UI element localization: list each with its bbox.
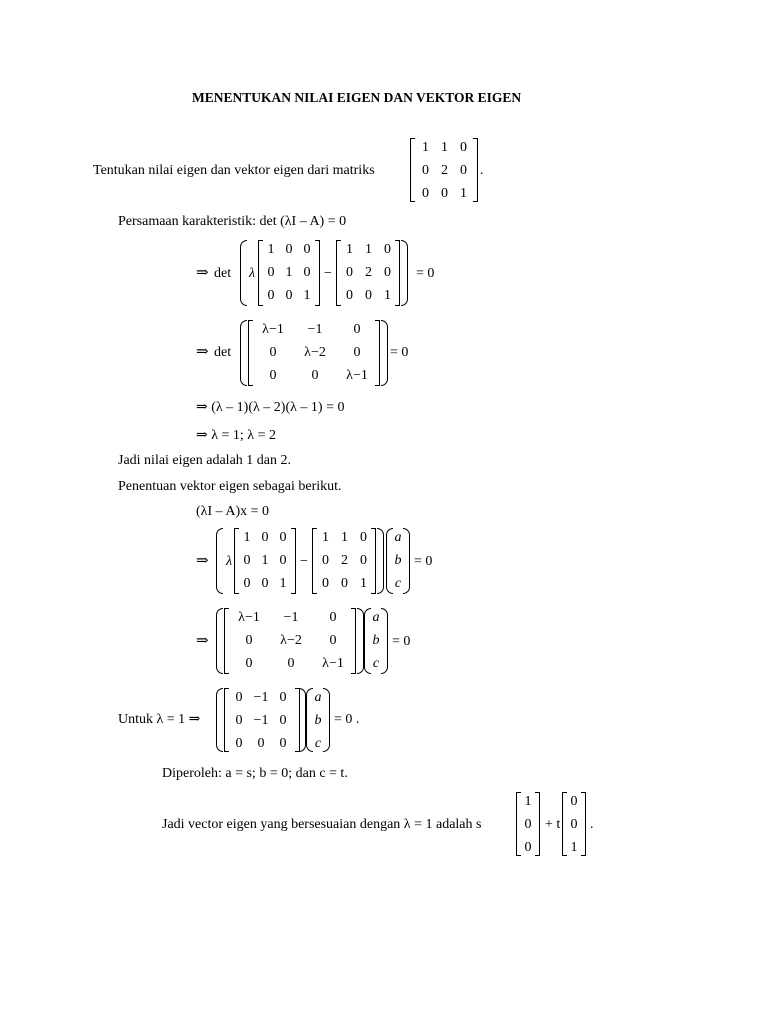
eq-zero-4: = 0 [392,634,411,649]
matrix-cell: 0 [285,288,293,303]
eq-zero-3: = 0 [414,554,433,569]
matrix-cell: 0 [341,576,348,591]
matrix-cell: 0 [279,713,287,728]
matrix-cell: 0 [353,345,361,360]
vector-cell: c [394,576,402,591]
matrix-cell: 0 [422,163,429,178]
matrix-cell: λ−1 [346,368,368,383]
matrix-cell: λ−1 [262,322,284,337]
matrix-cell: 0 [460,140,467,155]
matrix-cell: 0 [365,288,372,303]
matrix-cell: λ−2 [280,633,302,648]
vector-cell: 1 [570,840,578,855]
implies-arrow-2: ⇒ [196,344,209,360]
page-title: MENENTUKAN NILAI EIGEN DAN VEKTOR EIGEN [192,90,522,105]
vector-cell: b [372,633,380,648]
matrix-cell: 0 [329,633,337,648]
vector-abc-3 [306,688,330,752]
matrix-cell: 1 [279,576,287,591]
matrix-cell: −1 [253,713,269,728]
matrix-a-3 [312,528,376,594]
matrix-cell: 0 [269,368,277,383]
matrix-cell: 0 [235,690,243,705]
minus-2: − [300,554,308,569]
eigenvector-intro: Penentuan vektor eigen sebagai berikut. [118,479,342,494]
matrix-cell: 0 [267,265,275,280]
matrix-cell: 0 [303,265,311,280]
implies-arrow-1: ⇒ [196,265,209,281]
identity-matrix-1 [258,240,320,306]
matrix-cell: 2 [341,553,348,568]
vector-cell: a [314,690,322,705]
char-eq-label: Persamaan karakteristik: det (λI – A) = 0 [118,214,347,229]
matrix-cell: 0 [322,553,329,568]
matrix-cell: 0 [360,530,367,545]
matrix-cell: 1 [285,265,293,280]
matrix-cell: 0 [322,576,329,591]
vector-cell: a [394,530,402,545]
matrix-cell: 2 [441,163,448,178]
matrix-cell: 1 [384,288,391,303]
matrix-cell: 0 [346,288,353,303]
vector-cell: a [372,610,380,625]
matrix-cell: 0 [360,553,367,568]
matrix-cell: 0 [261,576,269,591]
matrix-cell: 1 [303,288,311,303]
matrix-cell: 0 [303,242,311,257]
matrix-cell: 0 [279,553,287,568]
matrix-cell: 1 [422,140,429,155]
matrix-cell: −1 [253,690,269,705]
obtained-text: Diperoleh: a = s; b = 0; dan c = t. [162,766,348,781]
plus-t: + t [545,817,561,832]
matrix-cell: 0 [269,345,277,360]
vector-s [516,792,540,856]
system-eq: (λI – A)x = 0 [196,504,270,519]
matrix-cell: λ−1 [238,610,260,625]
matrix-cell: 0 [245,633,253,648]
eigen-conclusion: Jadi nilai eigen adalah 1 dan 2. [118,453,291,468]
matrix-cell: 1 [365,242,372,257]
matrix-cell: 0 [311,368,319,383]
factor-line: ⇒ (λ – 1)(λ – 2)(λ – 1) = 0 [196,400,345,415]
matrix-cell: 0 [384,242,391,257]
matrix-cell: 0 [261,530,269,545]
roots-line: ⇒ λ = 1; λ = 2 [196,428,276,443]
vector-cell: c [372,656,380,671]
matrix-cell: 1 [322,530,329,545]
eq-zero-1: = 0 [416,266,435,281]
matrix-cell: 1 [460,186,467,201]
minus-1: − [324,266,332,281]
matrix-cell: λ−1 [322,656,344,671]
vector-cell: 0 [524,817,532,832]
matrix-cell: 0 [353,322,361,337]
det-label-1: det [214,266,232,281]
matrix-cell: 0 [279,690,287,705]
matrix-cell: −1 [283,610,299,625]
identity-matrix-2 [234,528,296,594]
matrix-cell: 1 [243,530,251,545]
matrix-cell: 1 [261,553,269,568]
matrix-cell: 0 [460,163,467,178]
vector-abc-2 [364,608,388,674]
vector-t [562,792,586,856]
matrix-cell: 0 [257,736,265,751]
matrix-cell: 0 [267,288,275,303]
matrix-cell: 1 [360,576,367,591]
matrix-cell: 0 [285,242,293,257]
lambda-1: λ [249,266,256,281]
vector-cell: 0 [524,840,532,855]
matrix-cell: 0 [346,265,353,280]
final-period: . [590,817,594,832]
matrix-cell: 0 [235,736,243,751]
case-matrix [224,688,300,752]
vector-cell: 1 [524,794,532,809]
matrix-cell: 0 [243,553,251,568]
intro-text: Tentukan nilai eigen dan vektor eigen dari matriks [93,163,375,178]
matrix-cell: 1 [341,530,348,545]
matrix-cell: 1 [346,242,353,257]
lambda-2: λ [226,554,233,569]
intro-period: . [480,163,484,178]
matrix-cell: 0 [422,186,429,201]
matrix-cell: 0 [279,736,287,751]
matrix-cell: 0 [279,530,287,545]
matrix-cell: 2 [365,265,372,280]
matrix-cell: −1 [307,322,323,337]
char-matrix-1 [248,320,380,386]
matrix-cell: 0 [287,656,295,671]
matrix-cell: λ−2 [304,345,326,360]
matrix-a [410,138,478,202]
matrix-cell: 0 [243,576,251,591]
matrix-cell: 0 [329,610,337,625]
vector-cell: 0 [570,794,578,809]
matrix-cell: 0 [384,265,391,280]
vector-abc-1 [386,528,410,594]
implies-arrow-4: ⇒ [196,633,209,649]
vector-cell: b [314,713,322,728]
char-matrix-2 [224,608,356,674]
final-answer-text: Jadi vector eigen yang bersesuaian dengan λ = 1 adalah s [162,817,482,832]
case-label: Untuk λ = 1 ⇒ [118,712,201,727]
eq-zero-2: = 0 [390,345,409,360]
matrix-cell: 1 [441,140,448,155]
matrix-cell: 0 [235,713,243,728]
matrix-cell: 0 [441,186,448,201]
vector-cell: c [314,736,322,751]
implies-arrow-3: ⇒ [196,553,209,569]
eq-zero-dot: = 0 . [334,712,360,727]
matrix-cell: 1 [267,242,275,257]
matrix-cell: 0 [245,656,253,671]
matrix-a-2 [336,240,400,306]
det-label-2: det [214,345,232,360]
vector-cell: 0 [570,817,578,832]
vector-cell: b [394,553,402,568]
